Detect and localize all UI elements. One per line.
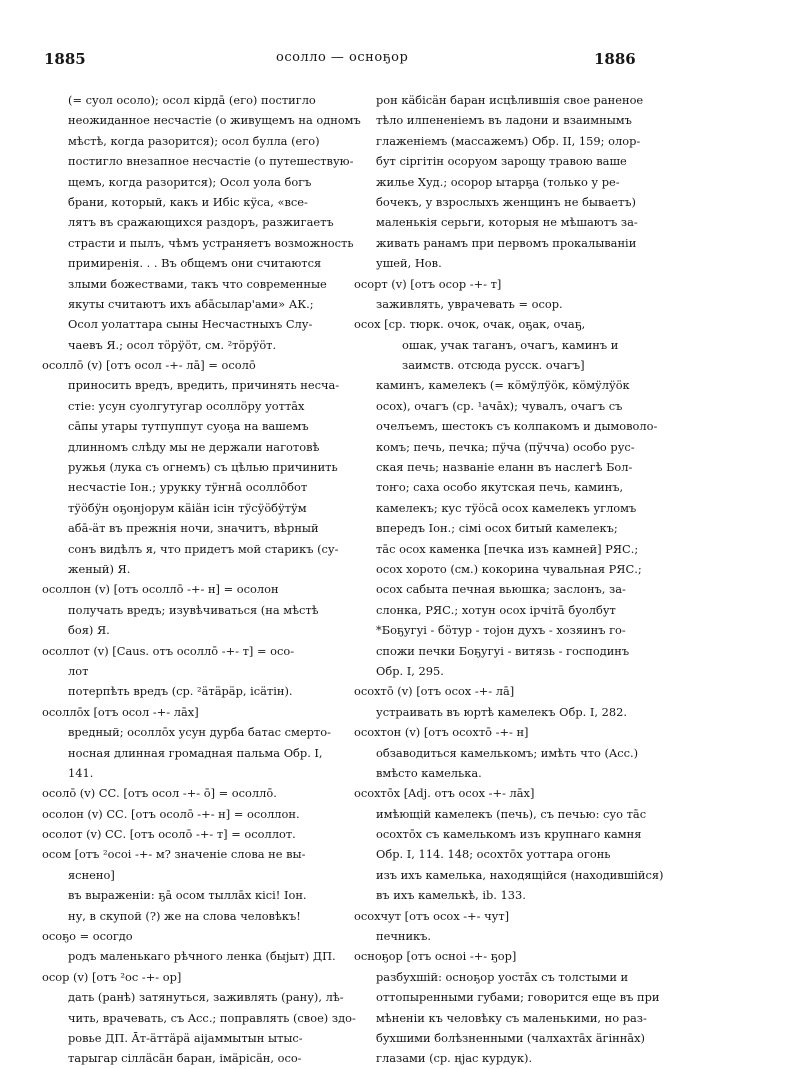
entry-headword-line: осолон (v) СС. [отъ осолō -+- н] = осоллон. bbox=[42, 806, 300, 821]
entry-text-line: слонка, РЯС.; хотун осох ірчітā буолбут bbox=[376, 602, 616, 617]
entry-text-line: глаженіемъ (массажемъ) Обр. II, 159; олор- bbox=[376, 133, 641, 148]
entry-text-line: вредный; осоллōх усун дурба батас смерто- bbox=[68, 725, 331, 740]
entry-text-line: печникъ. bbox=[376, 929, 432, 944]
entry-headword-line: осохтōх [Adj. отъ осох -+- лāх] bbox=[354, 786, 535, 801]
entry-text-line: сāпы утары тутпуппут суоҕа на вашемъ bbox=[68, 419, 309, 434]
entry-text-line: тѣло илпененіемъ въ ладони и взаимнымъ bbox=[376, 113, 632, 128]
entry-text-line: боя) Я. bbox=[68, 623, 110, 638]
entry-headword-line: осорт (v) [отъ осор -+- т] bbox=[354, 276, 502, 291]
entry-text-line: стіе: усун суолгутугар осоллӧру уоттāх bbox=[68, 398, 305, 413]
entry-text-line: ружья (лука съ огнемъ) съ цѣлью причинить bbox=[68, 460, 338, 475]
entry-headword-line: осох [ср. тюрк. очок, очак, оҕак, очаҕ, bbox=[354, 317, 586, 332]
entry-text-line: брани, который, какъ и Ибіс кӱса, «всe- bbox=[68, 194, 308, 209]
entry-text-line: маленькія серьги, которыя не мѣшаютъ за- bbox=[376, 215, 638, 230]
entry-text-line: жилье Худ.; осорор ытарҕа (только у рe- bbox=[376, 174, 620, 189]
entry-text-line: въ выраженіи: ҕā осом тыллāх кісі! Іон. bbox=[68, 888, 307, 903]
entry-text-line: осох сабыта печная вьюшка; заслонъ, за- bbox=[376, 582, 626, 597]
entry-text-line: *Боҕугуі - бӧтур - тојон духъ - хозяинъ го- bbox=[376, 623, 626, 638]
entry-text-line: дать (ранѣ) затянуться, заживлять (рану), лѣ- bbox=[68, 990, 344, 1005]
entry-text-line: комъ; печь, печка; пӱча (пӱчча) особо рус- bbox=[376, 439, 635, 454]
entry-text-line: осохтōх съ камелькомъ изъ крупнаго камня bbox=[376, 827, 642, 842]
entry-text-line: камелекъ; кус тӱӧсā осох камелекъ угломъ bbox=[376, 500, 637, 515]
entry-text-line: якуты считаютъ ихъ абāсылар'ами» АК.; bbox=[68, 296, 314, 311]
entry-text-line: постигло внезапное несчастіе (о путешествую- bbox=[68, 154, 354, 169]
entry-text-line: 141. bbox=[68, 765, 94, 780]
entry-text-line: потерпѣть вредъ (ср. ²ӓтӓрӓр, ісӓтін). bbox=[68, 684, 293, 699]
entry-text-line: сонъ видѣлъ я, что придетъ мой старикъ (су- bbox=[68, 541, 339, 556]
entry-text-line: чить, врачевать, съ Acc.; поправлять (свое) здо- bbox=[68, 1010, 356, 1025]
entry-text-line: тāс осох каменка [печка изъ камней] РЯС.; bbox=[376, 541, 639, 556]
entry-text-line: заживлять, уврачевать = осор. bbox=[376, 296, 563, 311]
entry-text-line: Обр. I, 114. 148; осохтōх уоттара огонь bbox=[376, 847, 611, 862]
entry-text-line: чаевъ Я.; осол тӧрӱӧт, см. ²тӧрӱӧт. bbox=[68, 337, 277, 352]
entry-text-line: приносить вредъ, вредить, причинять несча- bbox=[68, 378, 340, 393]
entry-text-line: осох хорото (см.) кокорина чувальная РЯС.; bbox=[376, 561, 642, 576]
right-column bbox=[350, 90, 664, 1069]
entry-text-line: имѣющій камелекъ (печь), съ печью: суо тāс bbox=[376, 806, 647, 821]
entry-text-line: изъ ихъ камелька, находящійся (находившійся) bbox=[376, 867, 664, 882]
entry-text-line: абā-ӓт въ прежнія ночи, значитъ, вѣрный bbox=[68, 521, 319, 536]
entry-headword-line: осохтон (v) [отъ осохтō -+- н] bbox=[354, 725, 529, 740]
entry-headword-line: осноҕор [отъ осноі -+- ҕор] bbox=[354, 949, 517, 964]
entry-text-line: очелъемъ, шестокъ съ колпакомъ и дымоволо- bbox=[376, 419, 658, 434]
entry-text-line: разбухшій: осноҕор уостāх съ толстыми и bbox=[376, 969, 629, 984]
entry-text-line: тарыгар сіллӓсӓн баран, імӓрісӓн, осо- bbox=[68, 1051, 302, 1066]
entry-text-line: бухшими болѣзненными (чалхахтāх ӓгіннāх) bbox=[376, 1030, 645, 1045]
entry-headword-line: осор (v) [отъ ²ос -+- ор] bbox=[42, 969, 182, 984]
entry-text-line: спожи печки Боҕугуі - витязь - господинъ bbox=[376, 643, 630, 658]
entry-text-line: злыми божествами, такъ что современные bbox=[68, 276, 327, 291]
entry-text-line: лот bbox=[68, 663, 89, 678]
entry-text-line: Обр. I, 295. bbox=[376, 663, 444, 678]
entry-text-line: (= суол осоло); осол кірдā (его) постигло bbox=[68, 93, 316, 107]
entry-headword-line: осохтō (v) [отъ осох -+- лā] bbox=[354, 684, 515, 699]
entry-text-line: глазами (ср. ңјас курдук). bbox=[376, 1051, 533, 1066]
left-column bbox=[38, 90, 361, 1069]
left-page-number: 1885 bbox=[44, 50, 86, 68]
entry-text-line: яснено] bbox=[68, 867, 115, 882]
entry-text-line: щемъ, когда разорится); Осол уола богъ bbox=[68, 174, 312, 189]
entry-text-line: обзаводиться камелькомъ; имѣть что (Acc.) bbox=[376, 745, 639, 760]
entry-text-line: длинномъ слѣду мы не держали наготовѣ bbox=[68, 439, 320, 454]
entry-text-line: оттопыренными губами; говорится еще въ при bbox=[376, 990, 660, 1005]
entry-text-line: осох), очагъ (ср. ¹ачāх); чувалъ, очагъ съ bbox=[376, 398, 623, 413]
entry-text-line: рон кӓбісӓн баран исцѣлившія свое раненое bbox=[376, 93, 644, 107]
entry-text-line: женый) Я. bbox=[68, 561, 131, 576]
entry-text-line: получать вредъ; изувѣчиваться (на мѣстѣ bbox=[68, 602, 319, 617]
entry-text-line: ошак, учак таганъ, очагъ, каминъ и bbox=[402, 337, 619, 352]
entry-headword-line: осоллон (v) [отъ осоллō -+- н] = осолон bbox=[42, 582, 279, 597]
entry-headword-line: осолот (v) СС. [отъ осолō -+- т] = осоллот. bbox=[42, 827, 296, 842]
entry-text-line: ровье ДП. Āт-ӓттӓрӓ аіјаммытын ытыс- bbox=[68, 1030, 303, 1045]
entry-text-line: ушей, Нов. bbox=[376, 256, 442, 271]
entry-headword-line: осоллōх [отъ осол -+- лāх] bbox=[42, 704, 199, 719]
entry-text-line: родъ маленькаго рѣчного ленка (быјыт) ДП. bbox=[68, 949, 336, 964]
entry-text-line: устраивать въ юртѣ камелекъ Обр. I, 282. bbox=[376, 704, 627, 719]
entry-text-line: Осол уолаттара сыны Несчастныхъ Слу- bbox=[68, 317, 313, 332]
entry-text-line: тоҥо; саха особо якутская печь, каминъ, bbox=[376, 480, 624, 495]
entry-text-line: тӱӧбӱн оҕонјорум кӓіӓн ісін тӱсӱӧбӱтӱм bbox=[68, 500, 307, 515]
entry-text-line: примиренія. . . Въ общемъ они считаются bbox=[68, 256, 322, 271]
entry-text-line: несчастіе Іон.; урукку тӱҥнā осоллōбот bbox=[68, 480, 308, 495]
entry-text-line: страсти и пылъ, чѣмъ устраняетъ возможность bbox=[68, 235, 354, 250]
entry-text-line: ну, в скупой (?) же на слова человѣкъ! bbox=[68, 908, 301, 923]
entry-text-line: ская печь; названіе еланн въ наслегѣ Бол- bbox=[376, 460, 633, 475]
entry-text-line: въ ихъ камелькѣ, ib. 133. bbox=[376, 888, 526, 903]
entry-headword-line: осоллот (v) [Caus. отъ осоллō -+- т] = осо- bbox=[42, 643, 295, 658]
entry-text-line: впередъ Іон.; сімі осох битый камелекъ; bbox=[376, 521, 618, 536]
entry-text-line: носная длинная громадная пальма Обр. I, bbox=[68, 745, 323, 760]
entry-text-line: мѣненіи къ человѣку съ маленькими, но раз- bbox=[376, 1010, 647, 1025]
entry-headword-line: осом [отъ ²осоі -+- м? значеніе слова не вы- bbox=[42, 847, 306, 862]
entry-text-line: бут сіргітін осоруом зарощу травою ваше bbox=[376, 154, 627, 169]
entry-text-line: вмѣсто камелька. bbox=[376, 765, 482, 780]
entry-text-line: мѣстѣ, когда разорится); осол булла (его) bbox=[68, 133, 320, 148]
entry-text-line: каминъ, камелекъ (= кӧмӱлӱӧк, кӧмӱлӱӧк bbox=[376, 378, 630, 393]
entry-text-line: бочекъ, у взрослыхъ женщинъ не бываетъ) bbox=[376, 194, 636, 209]
entry-headword-line: осолō (v) СС. [отъ осол -+- ō] = осоллō. bbox=[42, 786, 277, 801]
entry-text-line: неожиданное несчастіе (о живущемъ на одномъ bbox=[68, 113, 361, 128]
entry-text-line: лятъ въ сражающихся раздоръ, разжигаетъ bbox=[68, 215, 334, 230]
entry-text-line: заимств. отсюда русск. очагъ] bbox=[402, 358, 585, 373]
entry-headword-line: осохчут [отъ осох -+- чут] bbox=[354, 908, 510, 923]
running-title: осолло — осноҕор bbox=[276, 50, 409, 65]
entry-headword-line: осоҕо = осогдо bbox=[42, 929, 133, 944]
entry-headword-line: осоллō (v) [отъ осол -+- лā] = осолō bbox=[42, 358, 256, 373]
right-page-number: 1886 bbox=[594, 50, 636, 68]
entry-text-line: живать ранамъ при первомъ прокалываніи bbox=[376, 235, 637, 250]
